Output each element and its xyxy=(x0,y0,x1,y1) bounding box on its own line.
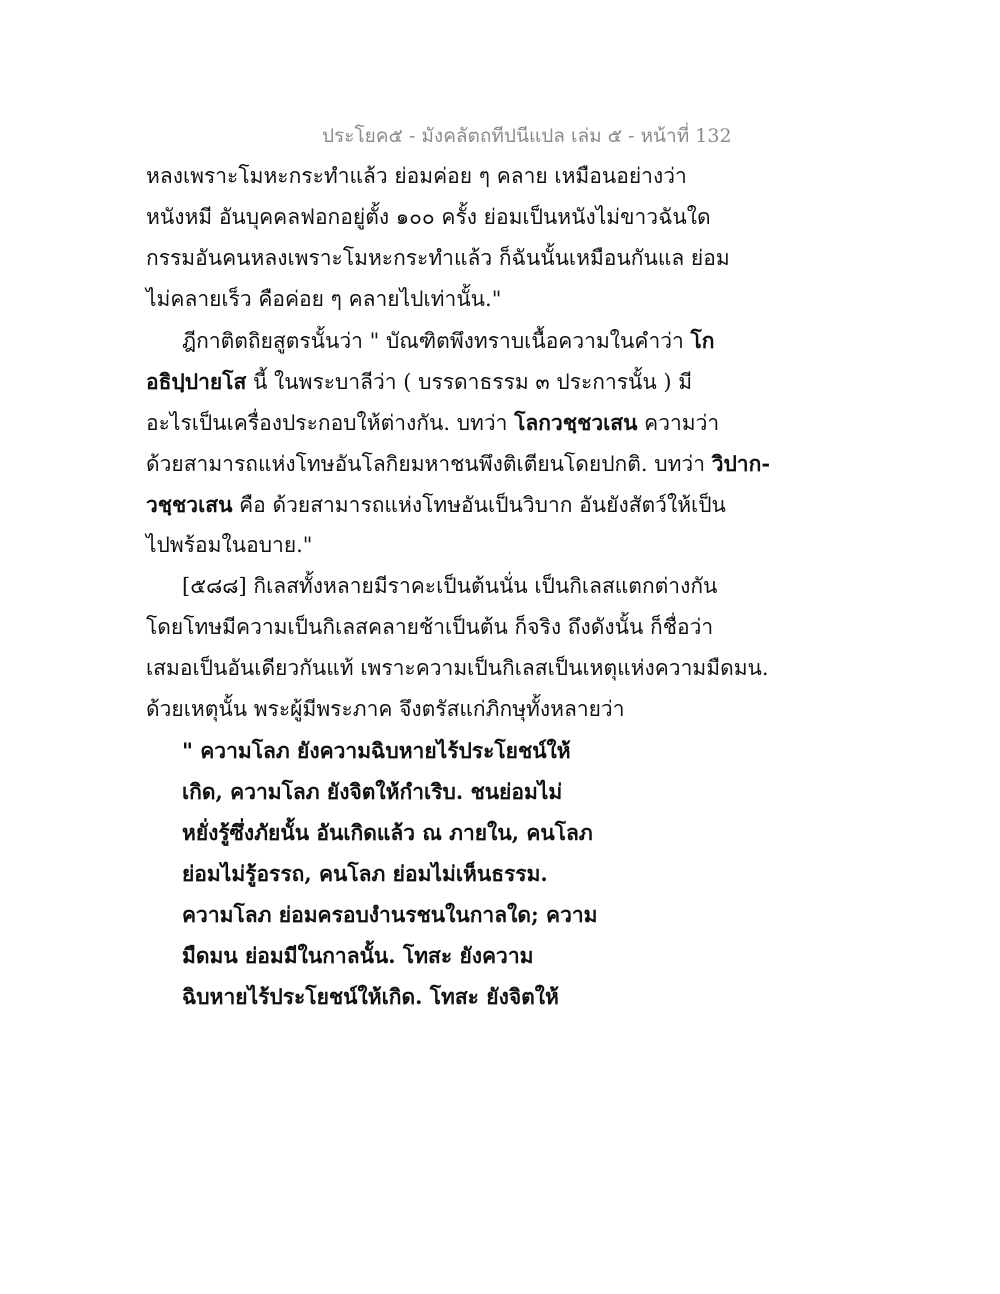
text-line xyxy=(146,484,866,525)
text-run: ด้วยสามารถแห่งโทษอันโลกิยมหาชนพึงติเตียนโดยปกติ. บทว่า xyxy=(146,452,712,476)
verse-line: ย่อมไม่รู้อรรถ, คนโลภ ย่อมไม่เห็นธรรม. xyxy=(182,861,548,886)
verse-line: " ความโลภ ยังความฉิบหายไร้ประโยชน์ให้ xyxy=(182,738,571,763)
pali-term: วชฺชวเสน xyxy=(146,492,233,517)
text-run: คือ ด้วยสามารถแห่งโทษอันเป็นวิบาก อันยังสัตว์ให้เป็น xyxy=(232,493,726,517)
text-run: นี้ ในพระบาลีว่า ( บรรดาธรรม ๓ ประการนั้น ) มี xyxy=(246,370,693,394)
paragraph-2 xyxy=(146,320,866,566)
text-line: หนังหมี อันบุคคลฟอกอยู่ตั้ง ๑๐๐ ครั้ง ย่อมเป็นหนังไม่ขาวฉันใด xyxy=(146,205,711,229)
verse-line: เกิด, ความโลภ ยังจิตให้กำเริบ. ชนย่อมไม่ xyxy=(182,779,563,804)
text-line: เสมอเป็นอันเดียวกันแท้ เพราะความเป็นกิเลสเป็นเหตุแห่งความมืดมน. xyxy=(146,656,769,680)
text-line: กรรมอันคนหลงเพราะโมหะกระทำแล้ว ก็ฉันนั้นเหมือนกันแล ย่อม xyxy=(146,246,730,270)
text-line xyxy=(146,361,866,402)
text-run: อะไรเป็นเครื่องประกอบให้ต่างกัน. บทว่า xyxy=(146,411,515,435)
verse-line: ความโลภ ย่อมครอบงำนรชนในกาลใด; ความ xyxy=(182,902,598,927)
verse-block xyxy=(146,730,866,1017)
text-run: ฎีกาติตถิยสูตรนั้นว่า " บัณฑิตพึงทราบเนื้อความในคำว่า xyxy=(182,329,691,353)
text-line xyxy=(146,320,866,361)
pali-term: วิปาก- xyxy=(711,451,771,476)
text-line xyxy=(146,402,866,443)
text-line: ด้วยเหตุนั้น พระผู้มีพระภาค จึงตรัสแก่ภิกษุทั้งหลายว่า xyxy=(146,697,625,721)
page-header: ประโยค๕ - มังคลัตถทีปนีแปล เล่ม ๕ - หน้าที่ 132 xyxy=(322,125,732,147)
verse-line: ฉิบหายไร้ประโยชน์ให้เกิด. โทสะ ยังจิตให้ xyxy=(182,984,559,1009)
text-run: ความว่า xyxy=(637,411,720,435)
pali-term: อธิปฺปายโส xyxy=(146,369,247,394)
text-line: [๕๘๘] กิเลสทั้งหลายมีราคะเป็นต้นนั่น เป็นกิเลสแตกต่างกัน xyxy=(182,574,718,598)
page-body xyxy=(146,156,866,1017)
verse-line: หยั่งรู้ซึ่งภัยนั้น อันเกิดแล้ว ณ ภายใน, คนโลภ xyxy=(182,820,593,845)
paragraph-1 xyxy=(146,156,866,320)
text-line: ไม่คลายเร็ว คือค่อย ๆ คลายไปเท่านั้น." xyxy=(146,287,502,311)
text-line: ไปพร้อมในอบาย." xyxy=(146,533,313,557)
text-line: หลงเพราะโมหะกระทำแล้ว ย่อมค่อย ๆ คลาย เหมือนอย่างว่า xyxy=(146,164,687,188)
text-line xyxy=(146,443,866,484)
text-line: โดยโทษมีความเป็นกิเลสคลายช้าเป็นต้น ก็จริง ถึงดังนั้น ก็ชื่อว่า xyxy=(146,615,714,639)
verse-line: มืดมน ย่อมมีในกาลนั้น. โทสะ ยังความ xyxy=(182,943,534,968)
paragraph-3 xyxy=(146,566,866,730)
pali-term: โก xyxy=(690,328,715,353)
pali-term: โลกวชฺชวเสน xyxy=(514,410,638,435)
